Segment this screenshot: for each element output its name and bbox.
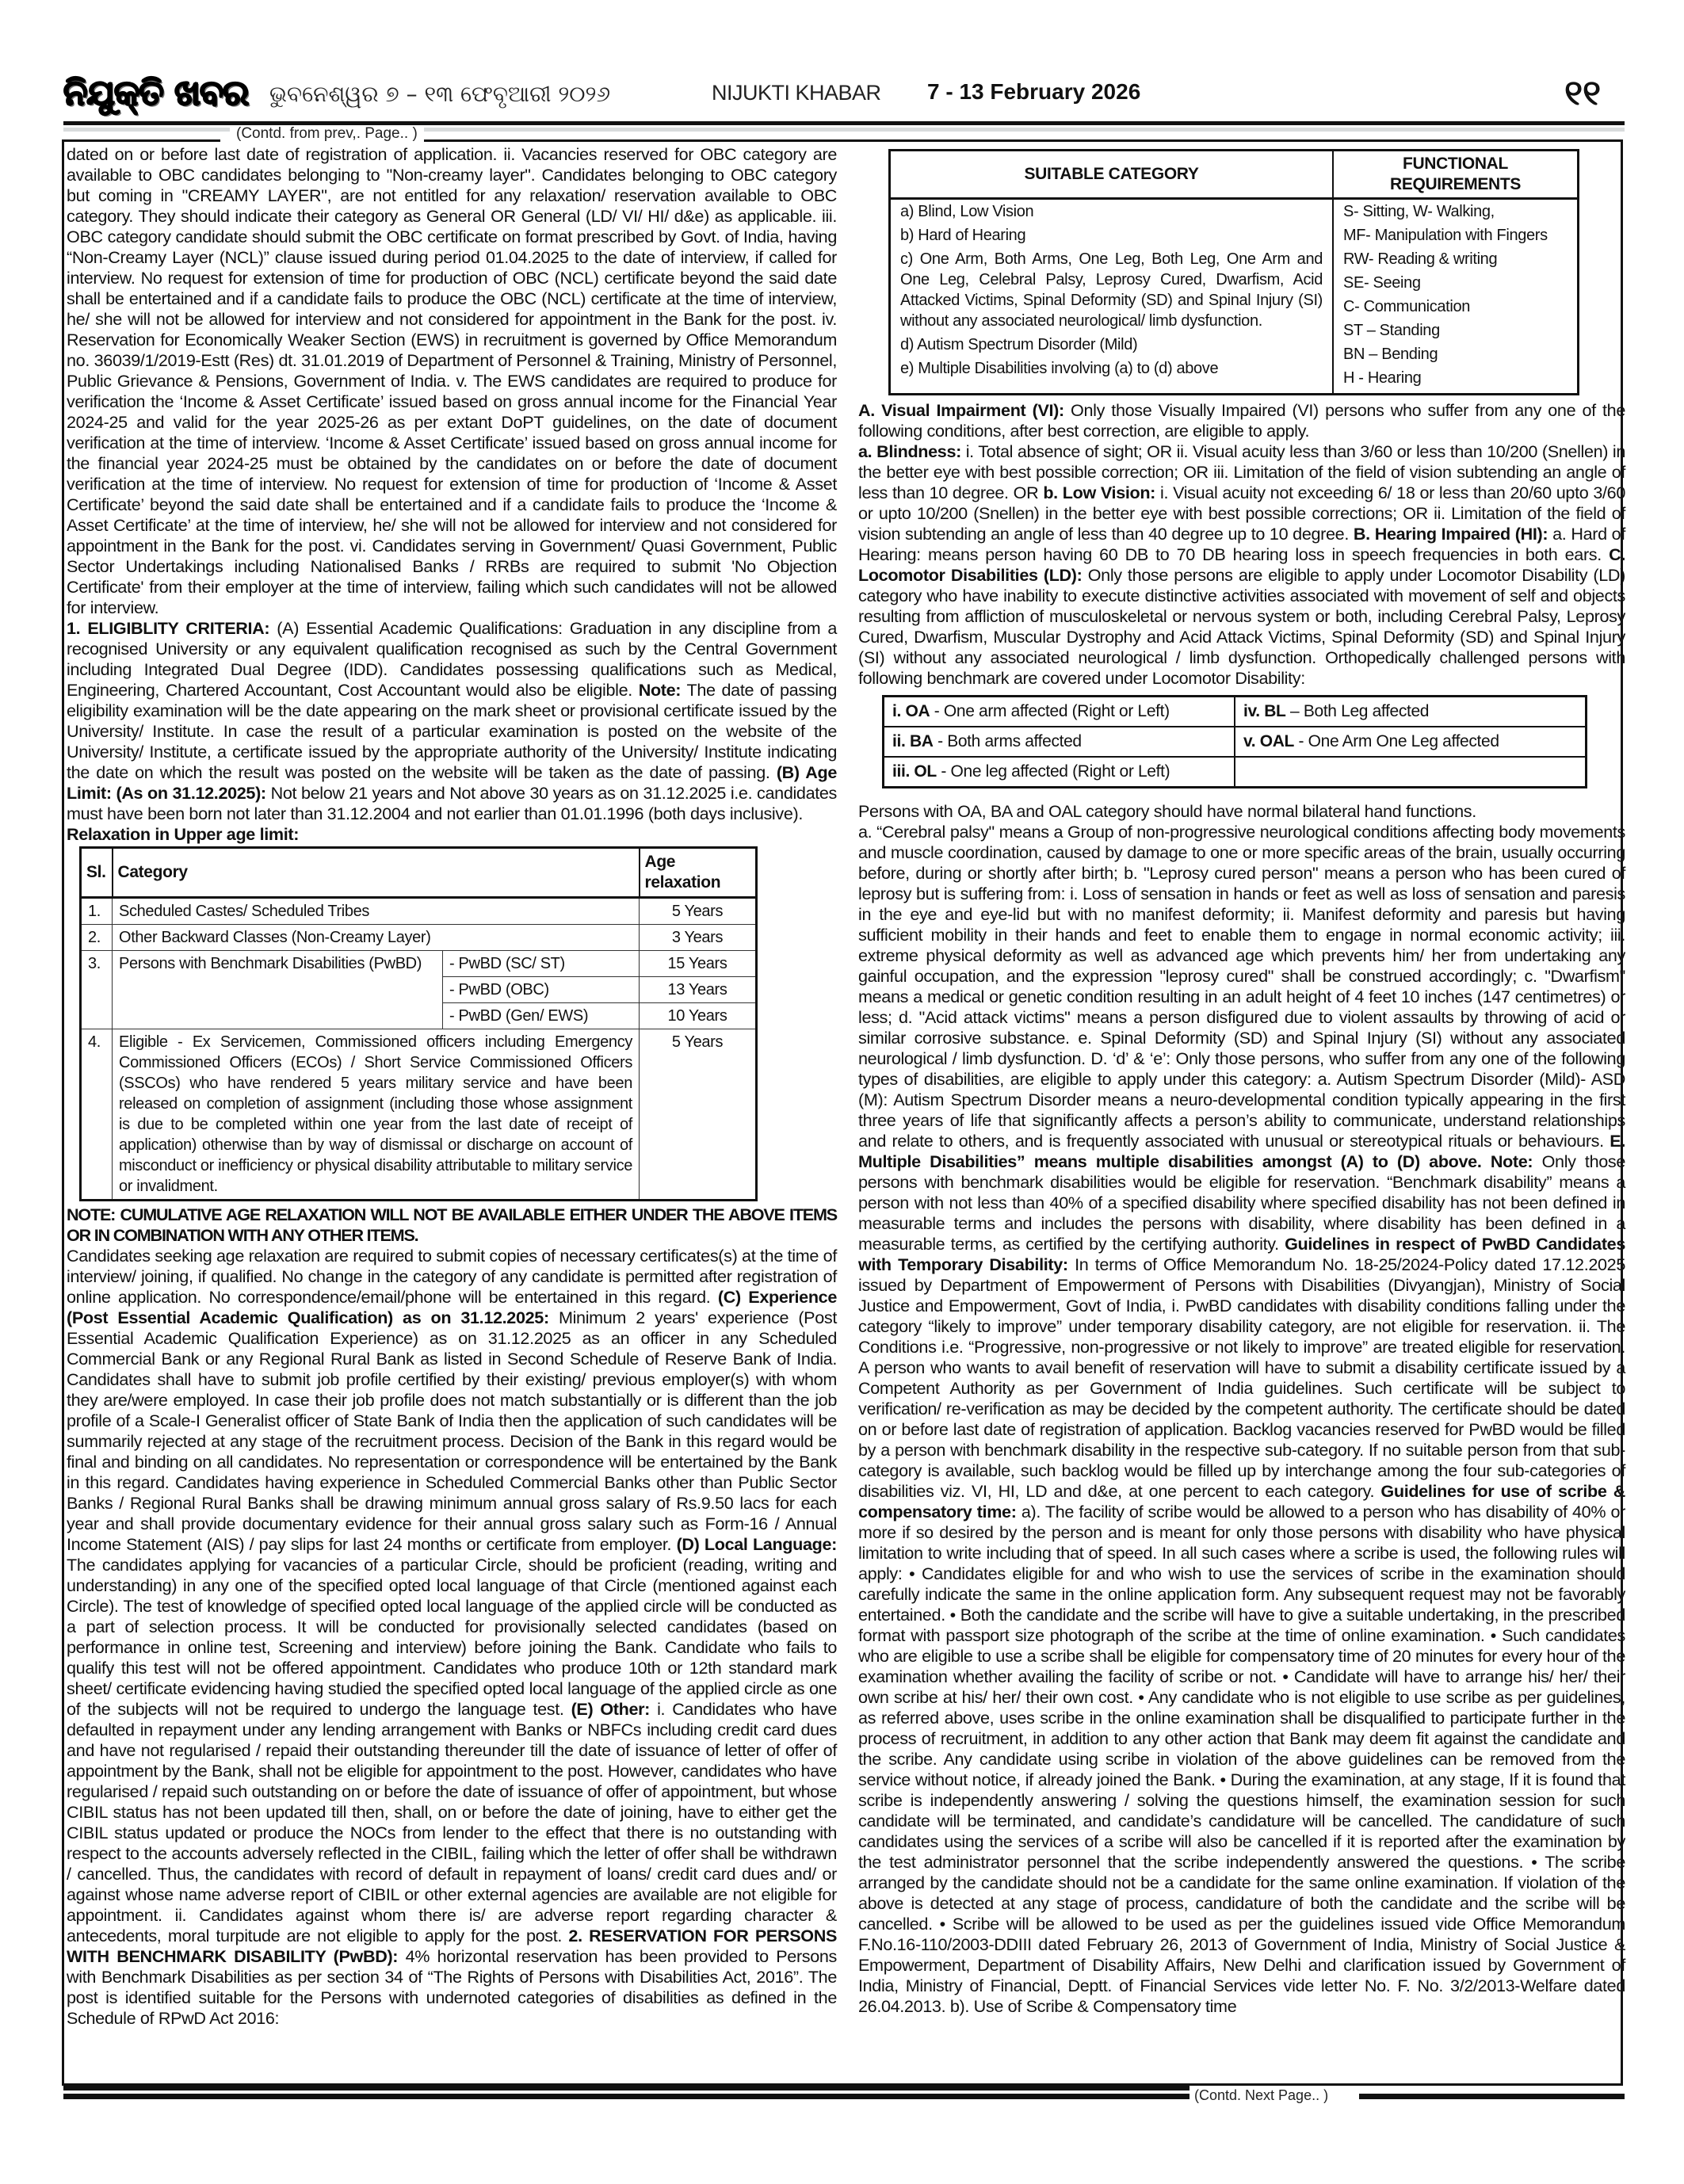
disability-types-paragraph: a. Blindness: i. Total absence of sight; OR ii. Visual acuity less than 3/60 or less than 10/200 (Snellen) in the better eye with best possible correction; OR iii. Limitation of the field of vision subtending an angle of less than 10 degree. OR b. Low Vision: i. Visual acuity not exceeding 6/ 18 or less than 20/60 upto 3/60 or upto 10/200 (Snellen) in the better eye with best possible corrections; OR ii. Limitation of the field of vision subtending an angle of less than 40 degree up to 10 degree. B. Hearing Impaired (HI): a. Hard of Hearing: means person having 60 DB to 70 DB hearing loss in speech frequencies in both ears. C. Locomotor Disabilities (LD): Only those persons are eligible to apply under Locomotor Disability (LD) category who have inability to execute distinctive activities associated with movement of self and objects resulting from affliction of musculoskeletal or nervous system or both, including Cerebral Palsy, Leprosy Cured, Dwarfism, Muscular Dystrophy and Acid Attack Victims, Spinal Deformity (SD) and Spinal Injury (SI) without any associated neurological / limb dysfunction. Orthopedically challenged persons with following benchmark are covered under Locomotor Disability: (858, 441, 1626, 688)
eligibility-paragraph: 1. ELIGIBLITY CRITERIA: (A) Essential Academic Qualifications: Graduation in any discipline from a recognised University or any equivalent qualification recognised as such by the Central Government including Integrated Dual Degree (IDD). Candidates possessing qualifications such as Medical, Engineering, Chartered Accountant, Cost Accountant would also be eligible. Note: The date of passing eligibility examination will be the date appearing on the mark sheet or provisional certificate issued by the University/ Institute. In case the result of a particular examination is posted on the website of the University/ Institute, a certificate issued by the appropriate authority of the University/ Institute indicating the date on which the result was posted on the website will be taken as the date of passing. (B) Age Limit: (As on 31.12.2025): Not below 21 years and Not above 30 years as on 31.12.2025 i.e. candidates must have been born not later than 31.12.2004 and not earlier than 01.01.1996 (both days inclusive). (67, 618, 837, 823)
experience-language-other-paragraph: Candidates seeking age relaxation are required to submit copies of necessary certificates(s) at the time of interview/ joining, if qualified. No change in the category of any candidate is permitted after registration of online application. No correspondence/email/phone will be entertained in this regard. (C) Experience (Post Essential Academic Qualification) as on 31.12.2025: Minimum 2 years' experience (Post Essential Academic Qualification Experience) as on 31.12.2025 as an officer in any Scheduled Commercial Bank or any Regional Rural Bank as listed in Second Schedule of Reserve Bank of India. Candidates shall have to submit job profile certified by their existing/ previous employer(s) with whom they are/were employed. In case their job profile does not match substantially or is different than the job profile of a Scale-I Generalist officer of State Bank of India then the application of such candidates will be summarily rejected at any stage of the recruitment process. Decision of the Bank in this regard would be final and binding on all candidates. No representation or correspondence will be entertained by the Bank in this regard. Candidates having experience in Scheduled Commercial Banks other than Public Sector Banks / Regional Rural Banks shall be drawing minimum annual gross salary of Rs.9.50 lacs for each year and shall provide documentary evidence for their annual gross salary such as Form-16 / Annual Income Statement (AIS) / pay slips for last 24 months or certificate from employer. (D) Local Language: The candidates applying for vacancies of a particular Circle, should be proficient (reading, writing and understanding) in any one of the specified opted local language of that Circle (mentioned against each Circle). The test of knowledge of specified opted local language of the applied circle will be conducted as a part of selection process. It will be conducted for provisionally selected candidates (based on performance in online test, Screening and interview) before joining the Bank. Candidate who fails to qualify this test will not be offered appointment. Candidates who produce 10th or 12th standard mark sheet/ certificate evidencing having studied the specified opted local language of the applied circle as one of the subjects will not be required to undergo the language test. (E) Other: i. Candidates who have defaulted in repayment under any lending arrangement with Banks or NBFCs including credit card dues and have not regularised / repaid their outstanding thereunder till the date of issuance of letter of offer of appointment by the Bank, shall not be eligible for appointment to the post. However, candidates who have regularised / repaid such outstanding on or before the date of issuance of offer of appointment, but whose CIBIL status has not been updated till then, shall, on or before the date of joining, have to either get the CIBIL status updated or produce the NOCs from lender to the effect that there is no outstanding with respect to the accounts adversely reflected in the CIBIL, failing which the letter of offer shall be withdrawn / cancelled. Thus, the candidates with record of default in repayment of loans/ credit card dues and/ or against whose name adverse report of CIBIL or other external agencies are available are not eligible for appointment. ii. Candidates against whom there is/ are adverse report regarding character & antecedents, moral turpitude are not eligible to apply for the post. 2. RESERVATION FOR PERSONS WITH BENCHMARK DISABILITY (PwBD): 4% horizontal reservation has been provided to Persons with Benchmark Disabilities as per section 34 of “The Rights of Persons with Disabilities Act, 2016”. The post is identified suitable for the Persons with undernoted categories of disabilities as defined in the Schedule of RPwD Act 2016: (67, 1246, 838, 2028)
eligibility-heading: 1. ELIGIBLITY CRITERIA: (67, 618, 270, 638)
locomotor-benchmark-table (882, 695, 1587, 788)
functional-requirements-table (888, 149, 1579, 395)
footer-rule (63, 2086, 1189, 2090)
age-relaxation-table (79, 846, 758, 1201)
newspaper-logo: ନିଯୁକ୍ତି ଖବର (63, 73, 249, 113)
table-row: i. OA - One arm affected (Right or Left) iv. BL – Both Leg affected (884, 697, 1587, 727)
table-row (890, 199, 1579, 395)
issue-date: 7 - 13 February 2026 (927, 79, 1141, 104)
masthead (63, 70, 1625, 122)
paper-name: NIJUKTI KHABAR (712, 81, 881, 105)
left-column (67, 144, 837, 2029)
table-row: 3. Persons with Benchmark Disabilities (PwBD) - PwBD (SC/ ST) 15 Years (81, 951, 757, 977)
functional-requirement-list: S- Sitting, W- Walking, MF- Manipulation with Fingers RW- Reading & writing SE- Seeing C- Communication ST – Standing BN – Bending H - Hearing (1333, 199, 1579, 395)
footer-rule-thick-left (63, 2094, 1189, 2099)
bilateral-hand-note: Persons with OA, BA and OAL category should have normal bilateral hand functions. (858, 801, 1476, 821)
right-column (858, 144, 1625, 2017)
table-row: 2. Other Backward Classes (Non-Creamy Layer) 3 Years (81, 925, 757, 951)
temporary-disability-heading: Guidelines in respect of PwBD Candidates with Temporary Disability: (858, 1234, 1625, 1274)
footer-rule-thick-right (1359, 2094, 1625, 2099)
scribe-guidelines-heading: Guidelines for use of scribe & compensatory time: (858, 1481, 1625, 1522)
table-header-row: Sl. Category Age relaxation (81, 848, 757, 898)
obc-ews-paragraph: dated on or before last date of registration of application. ii. Vacancies reserved for OBC category are available to OBC candidates belonging to "Non-creamy layer". Candidates belonging to OBC category but coming in "CREAMY LAYER", are not entitled for any relaxation/ reservation available to OBC category. They should indicate their category as General OR General (LD/ VI/ HI/ d&e) as applicable. iii. OBC category candidate should submit the OBC certificate on format prescribed by Govt. of India, having “Non-Creamy Layer (NCL)” clause issued during period 01.04.2025 to the date of interview, if called for interview. No request for extension of time for production of OBC (NCL) certificate beyond the said date shall be entertained and if a candidate fails to produce the OBC (NCL) certificate at the time of interview, he/ she will not be allowed for interview and not considered for appointment in the Bank for the post. iv. Reservation for Economically Weaker Section (EWS) in recruitment is governed by Office Memorandum no. 36039/1/2019-Estt (Res) dt. 31.01.2019 of Department of Personnel & Training, Ministry of Personnel, Public Grievance & Pensions, Government of India. v. The EWS candidates are required to produce for verification the ‘Income & Asset Certificate’ issued based on gross annual income for the Financial Year 2024-25 and valid for the year 2025-26 as per extant DoPT guidelines, on the date of document verification at the time of interview. ‘Income & Asset Certificate’ issued based on gross annual income for the financial year 2024-25 must be obtained by the candidates on or before the date of document verification at the time of interview. No request for extension of time for production of ‘Income & Asset Certificate’ beyond the said date shall be entertained and if a candidate fails to produce the ‘Income & Asset Certificate’ at the time of interview, he/ she will not be allowed for interview and not considered for appointment in the Bank for the post. vi. Candidates serving in Government/ Quasi Government, Public Sector Undertakings including Nationalised Banks / RRBs are required to submit 'No Objection Certificate' from their employer at the time of interview, failing which such candidates will not be allowed for interview. (67, 144, 837, 617)
continued-from-label: (Contd. from prev,. Page.. ) (230, 125, 424, 143)
table-row: - PwBD (OBC) 13 Years (81, 977, 757, 1003)
visual-impairment-paragraph: A. Visual Impairment (VI): Only those Visually Impaired (VI) persons who suffer from any one of the following conditions, after best correction, are eligible to apply. (858, 400, 1625, 441)
suitable-category-list: a) Blind, Low Vision b) Hard of Hearing c) One Arm, Both Arms, One Leg, Both Leg, One Arm and One Leg, Celebral Palsy, Leprosy Cured, Dwarfism, Acid Attacked Victims, Spinal Deformity (SD) and Spinal Injury (SI) without any associated neurological/ limb dysfunction. d) Autism Spectrum Disorder (Mild) e) Multiple Disabilities involving (a) to (d) above (890, 199, 1334, 395)
table-header-row: SUITABLE CATEGORY FUNCTIONAL REQUIREMENTS (890, 151, 1579, 199)
table-row: 1. Scheduled Castes/ Scheduled Tribes 5 Years (81, 898, 757, 925)
page-number: ୧୧ (1564, 73, 1601, 113)
continued-next-label: (Contd. Next Page.. ) (1194, 2087, 1329, 2103)
experience-label: (C) Experience (Post Essential Academic Qualification) as on 31.12.2025: (67, 1287, 837, 1327)
relaxation-heading: Relaxation in Upper age limit: (67, 824, 300, 844)
pwbd-reservation-heading: 2. RESERVATION FOR PERSONS WITH BENCHMARK DISABILITY (PwBD): (67, 1926, 838, 1966)
cumulative-relaxation-note: NOTE: CUMULATIVE AGE RELAXATION WILL NOT BE AVAILABLE EITHER UNDER THE ABOVE ITEMS OR IN COMBINATION WITH ANY OTHER ITEMS. (67, 1205, 837, 1245)
local-language-label: (D) Local Language: (676, 1534, 837, 1554)
definitions-scribe-paragraph: a. “Cerebral palsy" means a Group of non-progressive neurological conditions affecting body movements and muscle coordination, caused by damage to one or more specific areas of the brain, usually occurring before, during or shortly after birth; b. "Leprosy cured person" means a person who has been cured of leprosy but is suffering from: i. Loss of sensation in hands or feet as well as loss of sensation and paresis in the eye and eye-lid but with no manifest deformity; ii. Manifest deformity and paresis but having sufficient mobility in their hands and feet to enable them to engage in normal economic activity; iii. extreme physical deformity as well as advanced age which prevents him/ her from undertaking any gainful occupation, and the expression "leprosy cured" shall be construed accordingly; c. "Dwarfism" means a medical or genetic condition resulting in an adult height of 4 feet 10 inches (147 centimetres) or less; d. "Acid attack victims" means a person disfigured due to violent assaults by throwing of acid or similar corrosive substance. e. Spinal Deformity (SD) and Spinal Injury (SI) without any associated neurological / limb dysfunction. D. ‘d’ & ‘e’: Only those persons, who suffer from any one of the following types of disabilities, are eligible to apply under this category: a. Autism Spectrum Disorder (Mild)- ASD (M): Autism Spectrum Disorder means a neuro-developmental condition typically appearing in the first three years of life that significantly affects a person’s ability to communicate, understand relationships and relate to others, and is frequently associated with unusual or stereotypical rituals or behaviours. E. Multiple Disabilities” means multiple disabilities amongst (A) to (D) above. Note: Only those persons with benchmark disabilities would be eligible for reservation. “Benchmark disability” means a person with not less than 40% of a specified disability where specified disability has not been defined in measurable terms and includes the persons with disability, where disability has been defined in a measurable terms, as certified by the certifying authority. Guidelines in respect of PwBD Candidates with Temporary Disability: In terms of Office Memorandum No. 18-25/2024-Policy dated 17.12.2025 issued by Department of Empowerment of Persons with Disabilities (Divyangjan), Ministry of Social Justice and Empowerment, Govt of India, i. PwBD candidates with disability conditions falling under the category “likely to improve” under temporary disability category, are not eligible for reservation. ii. The Conditions i.e. “Progressive, non-progressive or not likely to improve” are treated eligible for reservation. A person who wants to avail benefit of reservation will have to submit a disability certificate issued by a Competent Authority as per Government of India guidelines. Such certificate will be subject to verification/ re-verification as may be decided by the competent authority. The certificate should be dated on or before last date of registration of application. Backlog vacancies reserved for PwBD would be filled by a person with benchmark disability in the respective sub-category. If no suitable person from that sub-category is available, such backlog would be filled up by interchange among the four sub-categories of disabilities viz. VI, HI, LD and d&e, at one percent to each category. Guidelines for use of scribe & compensatory time: a). The facility of scribe would be allowed to a person who has disability of 40% or more if so desired by the person and is meant for only those persons with disability who have physical limitation to write including that of speed. In all such cases where a scribe is used, the following rules will apply: • Candidates eligible for and who wish to use the services of scribe in the examination should carefully indicate the same in the online application form. Any subsequent request may not be favorably entertained. • Both the candidate and the scribe will have to give a suitable undertaking, in the prescribed format with passport size photograph of the scribe at the time of online examination. • Such candidates who are eligible to use a scribe shall be eligible for compensatory time of 20 minutes for every hour of the examination whether availing the facility of scribe or not. • Candidate will have to arrange his/ her/ their own scribe at his/ her/ their own cost. • Any candidate who is not eligible to use scribe as per guidelines, as referred above, uses scribe in the online examination shall be disqualified to participate further in the process of recruitment, in addition to any other action that Bank may deem fit against the candidate and the scribe. Any candidate using scribe in violation of the above guidelines can be removed from the service without notice, if already joined the Bank. • During the examination, at any stage, If it is found that scribe is independently answering / solving the questions himself, the examination session for such candidate will be terminated, and candidate’s candidature will be cancelled. The candidature of such candidates using the services of a scribe will also be cancelled if it is reported after the examination by the test administrator personnel that the scribe independently answered the questions. • The scribe arranged by the candidate should not be a candidate for the same online examination. If violation of the above is detected at any stage of process, candidature of both the candidate and the scribe will be cancelled. • Scribe will be allowed to be used as per the guidelines issued vide Office Memorandum F.No.16-110/2003-DDIII dated February 26, 2013 of Government of India, Ministry of Social Justice & Empowerment, Department of Disability Affairs, New Delhi and clarification issued by Government of India, Ministry of Financial, Deptt. of Financial Services vide letter No. F. No. 3/2/2013-Welfare dated 26.04.2013. b). Use of Scribe & Compensatory time (858, 822, 1626, 2016)
table-row: ii. BA - Both arms affected v. OAL - One Arm One Leg affected (884, 727, 1587, 757)
age-limit-label: (B) Age Limit: (As on 31.12.2025): (67, 762, 837, 803)
odia-dateline: ଭୁବନେଶ୍ୱର ୭ – ୧୩ ଫେବୃଆରୀ ୨୦୨୬ (269, 81, 611, 107)
table-row: - PwBD (Gen/ EWS) 10 Years (81, 1003, 757, 1029)
table-row: iii. OL - One leg affected (Right or Left) (884, 757, 1587, 788)
table-row: 4. Eligible - Ex Servicemen, Commissioned officers including Emergency Commissioned Officers (ECOs) / Short Service Commissioned Officers (SSCOs) who have rendered 5 years military service and have been released on completion of assignment (including those whose assignment is due to be completed within one year from the last date of receipt of application) otherwise than by way of dismissal or discharge on account of misconduct or inefficiency or physical disability attributable to military service or invalidment. 5 Years (81, 1029, 757, 1201)
other-label: (E) Other: (571, 1699, 651, 1719)
